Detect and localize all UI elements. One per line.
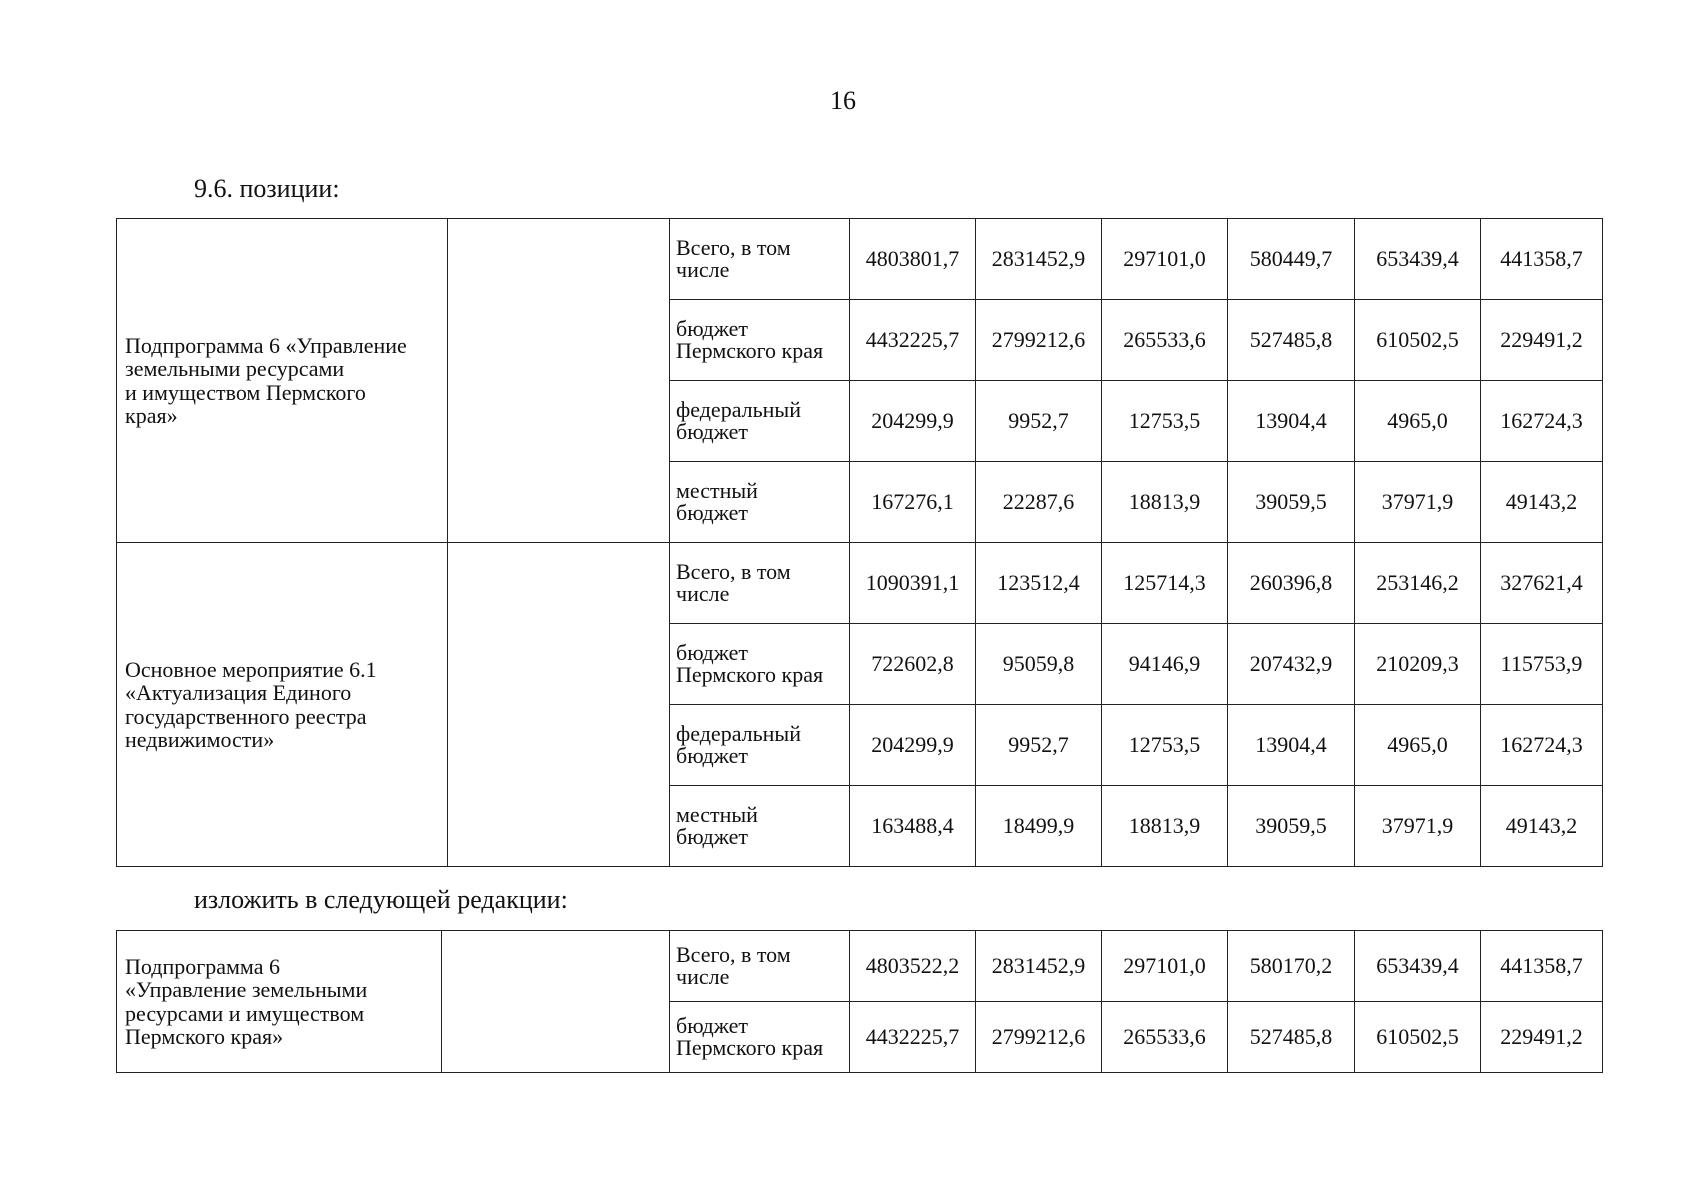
value-cell: 527485,8 — [1228, 1002, 1355, 1073]
value-cell: 12753,5 — [1102, 705, 1228, 786]
value-cell: 162724,3 — [1481, 381, 1603, 462]
program-name-cell — [117, 219, 448, 543]
value-cell: 327621,4 — [1481, 543, 1603, 624]
program-name-line: края» — [125, 402, 178, 428]
funding-source-cell — [670, 381, 850, 462]
funding-source-line: числе — [676, 257, 730, 282]
funding-source-line: Всего, в том — [676, 234, 791, 260]
page-number: 16 — [830, 86, 856, 115]
executor-cell — [442, 931, 670, 1073]
value-cell: 13904,4 — [1228, 705, 1355, 786]
value-cell: 527485,8 — [1228, 300, 1355, 381]
value-cell: 37971,9 — [1355, 462, 1481, 543]
value-cell: 123512,4 — [976, 543, 1102, 624]
funding-source-cell — [670, 543, 850, 624]
value-cell: 297101,0 — [1102, 931, 1228, 1002]
value-cell: 18813,9 — [1102, 462, 1228, 543]
funding-source-cell — [670, 300, 850, 381]
value-cell: 4432225,7 — [850, 1002, 976, 1073]
value-cell: 167276,1 — [850, 462, 976, 543]
funding-source-cell — [670, 219, 850, 300]
funding-source-line: бюджет — [676, 1012, 748, 1038]
funding-source-line: Пермского края — [676, 662, 824, 687]
value-cell: 39059,5 — [1228, 462, 1355, 543]
value-cell: 4803801,7 — [850, 219, 976, 300]
value-cell: 4965,0 — [1355, 381, 1481, 462]
funding-source-cell — [670, 931, 850, 1002]
activity-name-cell — [117, 543, 448, 867]
program-name-line: Подпрограмма 6 «Управление — [125, 333, 407, 359]
value-cell: 18813,9 — [1102, 786, 1228, 867]
value-cell: 204299,9 — [850, 705, 976, 786]
value-cell: 653439,4 — [1355, 219, 1481, 300]
new-positions-table — [116, 930, 1603, 1073]
value-cell: 722602,8 — [850, 624, 976, 705]
value-cell: 253146,2 — [1355, 543, 1481, 624]
value-cell: 2799212,6 — [976, 1002, 1102, 1073]
value-cell: 9952,7 — [976, 381, 1102, 462]
funding-source-line: бюджет — [676, 315, 748, 341]
value-cell: 210209,3 — [1355, 624, 1481, 705]
executor-cell — [448, 543, 670, 867]
value-cell: 229491,2 — [1481, 300, 1603, 381]
funding-source-line: бюджет — [676, 419, 748, 444]
table-row — [117, 543, 1603, 624]
replace-heading: изложить в следующей редакции: — [194, 885, 568, 914]
section-heading: 9.6. позиции: — [194, 174, 340, 203]
value-cell: 653439,4 — [1355, 931, 1481, 1002]
value-cell: 1090391,1 — [850, 543, 976, 624]
value-cell: 39059,5 — [1228, 786, 1355, 867]
program-name-line: Пермского края» — [125, 1023, 284, 1049]
value-cell: 2799212,6 — [976, 300, 1102, 381]
value-cell: 4965,0 — [1355, 705, 1481, 786]
value-cell: 163488,4 — [850, 786, 976, 867]
funding-source-line: Пермского края — [676, 1035, 824, 1060]
funding-source-cell — [670, 1002, 850, 1073]
value-cell: 229491,2 — [1481, 1002, 1603, 1073]
value-cell: 265533,6 — [1102, 300, 1228, 381]
value-cell: 297101,0 — [1102, 219, 1228, 300]
funding-source-line: местный — [676, 477, 758, 503]
value-cell: 2831452,9 — [976, 931, 1102, 1002]
program-name-line: ресурсами и имуществом — [125, 1000, 365, 1026]
funding-source-line: бюджет — [676, 500, 748, 525]
value-cell: 441358,7 — [1481, 219, 1603, 300]
value-cell: 49143,2 — [1481, 786, 1603, 867]
activity-name-line: Основное мероприятие 6.1 — [125, 657, 377, 683]
table-row — [117, 931, 1603, 1002]
value-cell: 115753,9 — [1481, 624, 1603, 705]
old-positions-table — [116, 218, 1603, 867]
value-cell: 95059,8 — [976, 624, 1102, 705]
value-cell: 22287,6 — [976, 462, 1102, 543]
funding-source-line: бюджет — [676, 824, 748, 849]
value-cell: 2831452,9 — [976, 219, 1102, 300]
program-name-line: Подпрограмма 6 — [125, 954, 280, 980]
funding-source-line: бюджет — [676, 639, 748, 665]
funding-source-line: Всего, в том — [676, 941, 791, 967]
funding-source-line: местный — [676, 801, 758, 827]
value-cell: 4432225,7 — [850, 300, 976, 381]
funding-source-cell — [670, 786, 850, 867]
program-name-line: и имуществом Пермского — [125, 379, 366, 405]
value-cell: 580170,2 — [1228, 931, 1355, 1002]
funding-source-line: федеральный — [676, 396, 801, 422]
funding-source-line: Пермского края — [676, 338, 824, 363]
value-cell: 162724,3 — [1481, 705, 1603, 786]
activity-name-line: недвижимости» — [125, 726, 275, 752]
funding-source-cell — [670, 624, 850, 705]
program-name-cell — [117, 931, 442, 1073]
table-row — [117, 219, 1603, 300]
funding-source-line: числе — [676, 581, 730, 606]
value-cell: 49143,2 — [1481, 462, 1603, 543]
funding-source-cell — [670, 462, 850, 543]
funding-source-line: бюджет — [676, 743, 748, 768]
value-cell: 18499,9 — [976, 786, 1102, 867]
activity-name-line: государственного реестра — [125, 703, 367, 729]
value-cell: 9952,7 — [976, 705, 1102, 786]
value-cell: 37971,9 — [1355, 786, 1481, 867]
program-name-line: «Управление земельными — [125, 977, 368, 1003]
value-cell: 207432,9 — [1228, 624, 1355, 705]
funding-source-line: числе — [676, 964, 730, 989]
value-cell: 610502,5 — [1355, 1002, 1481, 1073]
funding-source-line: Всего, в том — [676, 558, 791, 584]
value-cell: 94146,9 — [1102, 624, 1228, 705]
value-cell: 580449,7 — [1228, 219, 1355, 300]
program-name-line: земельными ресурсами — [125, 356, 345, 382]
value-cell: 4803522,2 — [850, 931, 976, 1002]
value-cell: 125714,3 — [1102, 543, 1228, 624]
activity-name-line: «Актуализация Единого — [125, 680, 352, 706]
value-cell: 12753,5 — [1102, 381, 1228, 462]
funding-source-line: федеральный — [676, 720, 801, 746]
value-cell: 610502,5 — [1355, 300, 1481, 381]
funding-source-cell — [670, 705, 850, 786]
value-cell: 260396,8 — [1228, 543, 1355, 624]
value-cell: 204299,9 — [850, 381, 976, 462]
value-cell: 441358,7 — [1481, 931, 1603, 1002]
value-cell: 265533,6 — [1102, 1002, 1228, 1073]
value-cell: 13904,4 — [1228, 381, 1355, 462]
executor-cell — [448, 219, 670, 543]
